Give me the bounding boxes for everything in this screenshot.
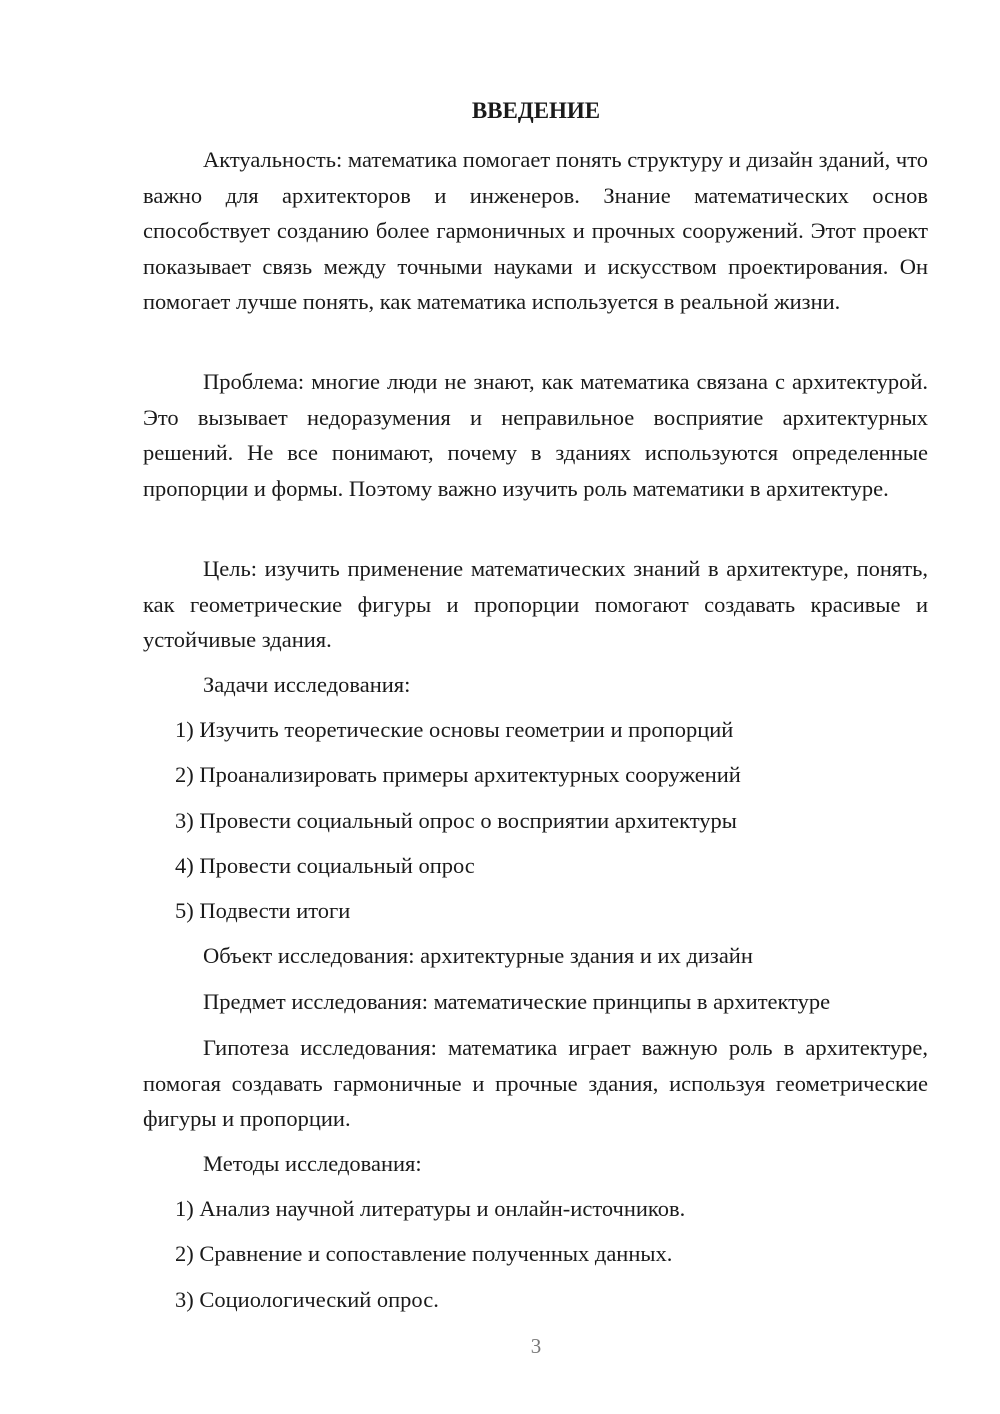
page-number: 3	[530, 1334, 542, 1358]
paragraph-hypothesis: Гипотеза исследования: математика играет важную роль в архитектуре, помогая создавать гармоничные и прочные здания, используя геометрические фигуры и пропорции.	[143, 1035, 928, 1131]
research-object: Объект исследования: архитектурные здания и их дизайн	[203, 943, 753, 968]
method-item-3: 3) Социологический опрос.	[175, 1287, 439, 1312]
method-item-2: 2) Сравнение и сопоставление полученных данных.	[175, 1241, 673, 1266]
document-title: ВВЕДЕНИЕ	[471, 98, 601, 123]
method-item-1: 1) Анализ научной литературы и онлайн-источников.	[175, 1196, 686, 1221]
tasks-heading: Задачи исследования:	[203, 672, 411, 697]
paragraph-goal: Цель: изучить применение математических знаний в архитектуре, понять, как геометрические фигуры и пропорции помогают создавать красивые и устойчивые здания.	[143, 556, 928, 652]
paragraph-relevance: Актуальность: математика помогает понять структуру и дизайн зданий, что важно для архитекторов и инженеров. Знание математических основ способствует созданию более гармоничных и прочных сооружений. Этот проект показывает связь между точными науками и искусством проектирования. Он помогает лучше понять, как математика используется в реальной жизни.	[143, 147, 928, 314]
paragraph-problem: Проблема: многие люди не знают, как математика связана с архитектурой. Это вызывает недоразумения и неправильное восприятие архитектурных решений. Не все понимают, почему в зданиях используются определенные пропорции и формы. Поэтому важно изучить роль математики в архитектуре.	[143, 369, 928, 501]
task-item-5: 5) Подвести итоги	[175, 898, 351, 923]
methods-heading: Методы исследования:	[203, 1151, 422, 1176]
task-item-2: 2) Проанализировать примеры архитектурных сооружений	[175, 762, 741, 787]
task-item-4: 4) Провести социальный опрос	[175, 853, 475, 878]
research-subject: Предмет исследования: математические принципы в архитектуре	[203, 989, 831, 1014]
task-item-1: 1) Изучить теоретические основы геометрии и пропорций	[175, 717, 734, 742]
task-item-3: 3) Провести социальный опрос о восприятии архитектуры	[175, 808, 737, 833]
